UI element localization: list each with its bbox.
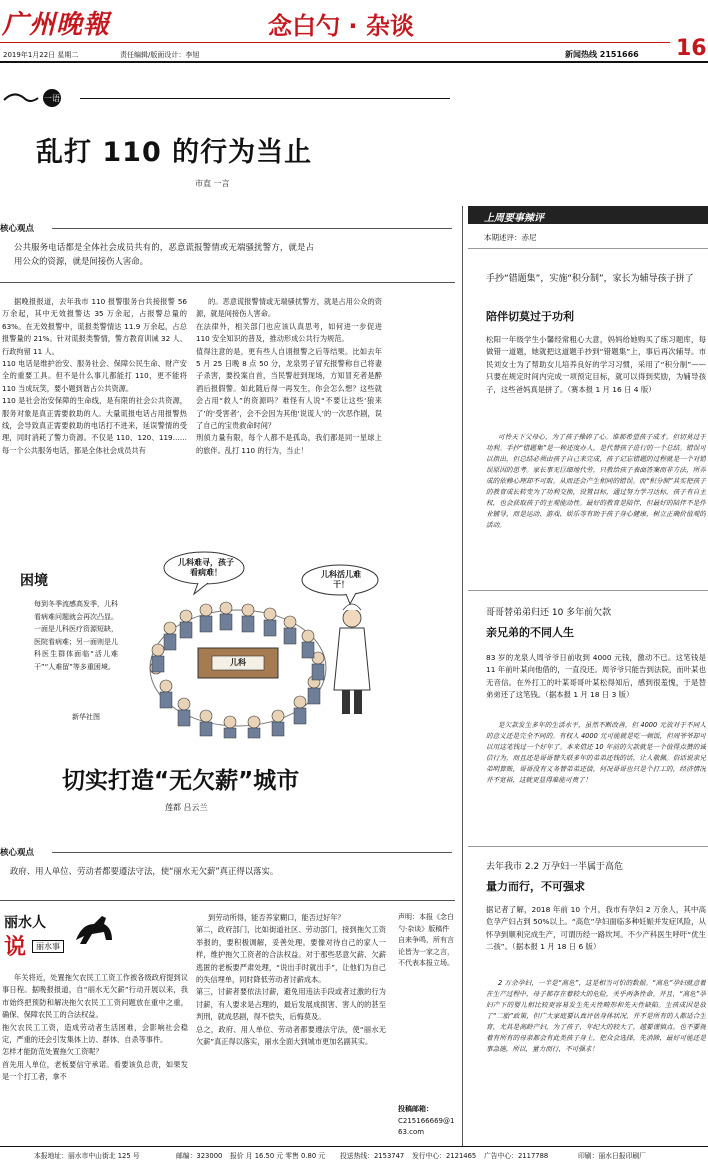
article1-col2: 的。恶意谎报警情或无端骚扰警方，就是占用公众的资源，就是间接伤人害命。 在法律外，相关部门也应该认真思考，如何进一步促进 110 安全知识的普及，推动形成公共行为规范。 值得注意的是，更有些人自诩报警之后等结果。比如去年 5 月 25 日晚 8 点 50 分，龙泉男子冒充报警称自己将妻子杀害，要投案自首，当民警赶到现场，方知冒充者是醉酒后报假警。如此随后得一再发生，你会怎么想？这些就会占用“救人”的资源吗？难怪有人说“不要让这些‘狼来了’的‘受害者’，会不会因为其他‘说谎人’的一次恶作剧，误了自己的宝贵救命时间？ 刑侦力量有限，每个人都不是孤岛，我们都是同一星球上的旅伴。乱打 110 的行为，当止！ xyxy=(196,297,382,455)
right-item-rule-1 xyxy=(468,590,708,591)
doctor-figure xyxy=(334,628,370,690)
page-number: 16 xyxy=(676,36,707,61)
lishui-brand-sub: 丽水事 xyxy=(32,940,64,953)
footer-dist: 发行中心：2121465 xyxy=(412,1152,477,1160)
article2-byline: 莲都 吕云兰 xyxy=(165,803,208,812)
right-item-rule-2 xyxy=(468,846,708,847)
cartoon-desk-sign: 儿科 xyxy=(230,658,246,667)
lishui-brand-say: 说 xyxy=(4,935,27,960)
article1-col1: 据晚报报道，去年我市 110 报警服务台共接报警 56 万余起，其中无效报警达 35 万余起，占报警总量的 63%。在无效报警中，谎报类警情达 11.9 万余起，占总报警量的 21%。针对谎报类警情，警方教育训诫 32 人、行政拘留 11 人。 110 电话是维护治安、服务社会、保障公民生命、财产安全的重要工具。但不是什么事儿都能打 110，更不能将 110 当成玩笑，要小题到谐占公共资源。 110 是社会治安保障的生命线，是有限的社会公共资源，服务对象是真正需要救助的人。大量谎报电话占用报警热线，会导致真正需要救助的电话打不进来，延误警情的受理，同时消耗了警力资源。不仅是 110、120、119……每一个公共服务电话，都是全体社会成员共有 xyxy=(2,297,187,455)
right-item-2 xyxy=(468,596,708,844)
kicker xyxy=(2,88,452,108)
right-item-headline: 量力而行，不可强求 xyxy=(486,880,585,893)
right-item-comment: 是欠款发生多年的生活水平，虽然不断改善，但 4000 元放对于不同人的意义还是完全不同的。有权人 4000 元可能就是吃一顿饭，但周爷爷却可以用这笔钱过一个好年了。本来借还 10 年前的欠款就是一个值得点赞的诚信行为，而且还是哥哥替失联多年的弟弟还钱的话，让人敬佩。俗话说亲兄弟明算账，哥哥没有义务替弟弟还债，何况哥哥也只是个打工的，经济情况并不宽裕，这就更显得难能可贵了！ xyxy=(486,721,706,784)
kicker-label: 一语 xyxy=(44,94,60,103)
right-item-headline: 亲兄弟的不同人生 xyxy=(486,626,574,639)
email-value: C215166669@163.com xyxy=(398,1117,455,1136)
footer-ads: 投送热线：2153747 xyxy=(340,1152,405,1160)
cartoon-bubble-doctor: 儿科活儿难干！ xyxy=(321,570,361,589)
footer-rule xyxy=(0,1146,708,1147)
lishui-brand xyxy=(0,908,130,966)
right-item-comment: 可怜天下父母心，为了孩子操碎了心。谁都希望孩子成才，但切莫过于功利。手抄“错题集”是一种还度办人，是代替孩子进行的一个总结。错误可以指出，但总结必须由孩子自己来完成，孩子记忘错题的过程就是一个对错误原因的思考。家长事无巨细地代劳，只教给孩子表面答案而非方法，所养成的依赖心理却不可取。从而还会产生相同的错误。而“积分制”其实把孩子的教育成长转变为了功利交换，设置目标，通过努力学习达标，孩子有自主权，也会获取孩子的主观能动性。最好的教育是陪伴，但最好的陪伴不是作业辅导，而是运动、游戏、娱乐等有助于孩子身心健康，树立正确价值观的活动。 xyxy=(486,433,706,529)
right-section-title: 上周要事辣评 xyxy=(484,213,544,224)
email-label: 投稿邮箱： xyxy=(398,1105,433,1113)
right-section-editor: 本期述评：赤尼 xyxy=(484,233,537,242)
right-item-subtitle: 手抄“错题集”，实施“积分制”，家长为辅导孩子拼了 xyxy=(486,274,694,284)
article1-byline: 市直 一言 xyxy=(195,179,230,188)
article1-title: 乱打 110 的行为当止 xyxy=(36,137,313,168)
date-line: 2019年1月22日 星期二 xyxy=(3,51,79,59)
footer-postcode: 邮编：323000 xyxy=(176,1152,223,1160)
cartoon-credit: 新华社图 xyxy=(72,713,100,721)
right-item-lead: 松阳一年级学生小馨经常粗心大意，妈妈给她购买了练习题库，每做错一道题，她就把这道题手抄到“错题集”上，事后再次辅导。市民刘女士为了帮助女儿培养良好的学习习惯，采用了“积分制”——只要在规定时间内完成一项预定目标，就可以得到奖励，为辅导孩子，这些爸妈真是拼了。（赛本报 1 月 16 日 4 版） xyxy=(486,335,706,394)
article2-title: 切实打造“无欠薪”城市 xyxy=(62,768,300,794)
footer-ad-center: 广告中心：2117788 xyxy=(484,1152,549,1160)
editorial-note: 声明：本报《念白勺·杂谈》版稿件自来争鸣，所有言论皆为一家之言，不代表本报立场。 xyxy=(398,913,454,967)
column-divider xyxy=(462,206,463,1146)
lishui-brand-main: 丽水人 xyxy=(4,915,46,931)
cartoon-box-title: 困境 xyxy=(20,573,48,589)
footer xyxy=(0,1150,708,1162)
footer-printer: 印刷：丽水日报印刷厂 xyxy=(578,1152,646,1160)
cartoon-text: 每到冬季流感高发季，儿科看病难问题就会再次凸显。一面是儿科医疗资源短缺，医院看病难；另一面则是儿科医生群体面临“活儿难干”“人难留”等多重困境。 xyxy=(34,600,118,671)
article1-summary-rule xyxy=(0,282,455,283)
right-item-subtitle: 哥哥替弟弟归还 10 多年前欠款 xyxy=(486,608,612,618)
right-item-3 xyxy=(468,852,708,1144)
article2-core-rule xyxy=(52,852,452,853)
newspaper-logo: 广州晚報 xyxy=(2,10,111,40)
article2-summary-rule xyxy=(0,900,455,901)
column-brand: 念白勺 · 杂谈 xyxy=(268,12,414,40)
footer-price: 报价 月 16.50 元 零售 0.80 元 xyxy=(230,1152,326,1160)
footer-address: 本报地址：丽水市中山街北 125 号 xyxy=(34,1152,140,1160)
masthead xyxy=(0,0,708,62)
article2-col2: 到劳动所得，能否养家糊口，能否过好年？ 第二，政府部门，比如街道社区、劳动部门，接到拖欠工资举报的，要积极调解，妥善处理。要像对待自己的家人一样，维护拖欠工资者的合法权益。对于那些恶意欠薪、欠薪逃匿的老板要严肃处理，“说出手时就出手”，让他们为自己的失信埋单，同时降低劳动者讨薪成本。 第三，讨薪者要依法讨薪，避免用违法手段或者过激的行为讨薪，有人要求是占理的，最后发展成损害、害人的的甚至判刑，就成恶剧，得不偿失，后悔莫及。 总之，政府、用人单位、劳动者都要遵法守法，使“丽水无欠薪”真正得以落实，丽水全面大到城市更加名副其实。 xyxy=(196,913,386,1047)
article2-col1: 年关将近，处置拖欠农民工工资工作被各级政府提到议事日程。据晚报报道，自“丽水无欠薪”行动开展以来，我市始终把预防和解决拖欠农民工工资问题放在重中之重，确保、保障农民工的合法权益。 拖欠农民工工资，造成劳动者生活困难，会影响社会稳定，严重的还会引发集体上访、群体、自杀等事件。 怎样才能防范处置拖欠工资呢？ 首先用人单位，老板要信守承诺。看要该负总责，如果发是一个打工者，拿不 xyxy=(2,973,188,1082)
right-editor-rule xyxy=(468,248,708,249)
horse-icon xyxy=(72,910,118,950)
kicker-rule xyxy=(80,98,450,99)
right-item-comment: 2 万余孕妇，一半是“高危”，这是相当可怕的数据。“高危”孕妇就意着在生产过程中，母子都存在着较大的危险，关乎两条性命。并且，“高危”孕妇产下的婴儿相比较更容易发生先天性畸形和先天性缺陷。生孩成因是放了“二胎”政策，但广大家庭要认真评估身体状况，并不是所有的人都适合生育，尤其是高龄产妇，为了孩子，年纪大的较大了，越要谨慎点。也不要视着有所有的母亲都会有此类孩子身上，把众会选择，先消除，最好可能还是事急施，所以，量力而行，不可强求！ xyxy=(486,979,706,1053)
right-item-lead: 据记者了解，2018 年前 10 个月，我市有孕妇 2 万余人，其中高危孕产妇占到 50%以上。“高危”孕妇面临多种妊娠并发症风险，从怀孕到顺利完成生产，可谓历经一路坎坷。不少产科医生呼吁“优生二孩”。（据本报 1 月 18 日 6 版） xyxy=(486,905,706,952)
right-item-lead: 83 岁的龙泉人周爷爷日前收到 4000 元钱，激动不已。这笔钱是 11 年前叶某向他借的，一直没还。周爷爷只能告到法院，而叶某也无音信。在外打工的叶某哥哥叶某松得知后，感到很羞愧，于是替弟弟还了这笔钱。（据本报 1 月 18 日 3 版） xyxy=(486,653,706,700)
editor-line: 责任编辑/版面设计：李旭 xyxy=(120,51,200,59)
article2-summary: 政府、用人单位、劳动者都要遵法守法，使“丽水无欠薪”真正得以落实。 xyxy=(10,866,279,876)
masthead-rule-bottom xyxy=(0,61,708,63)
right-item-1 xyxy=(468,258,708,588)
cartoon-bubble-patients: 儿科难寻，孩子看病难！ xyxy=(178,558,234,577)
hotline: 新闻热线 2151666 xyxy=(565,50,639,59)
right-item-subtitle: 去年我市 2.2 万孕妇一半属于高危 xyxy=(486,862,624,872)
article1-summary: 公共服务电话都是全体社会成员共有的，恶意谎报警情或无端骚扰警方，就是占用公众的资源，就是间接伤人害命。 xyxy=(14,242,314,266)
article2-core-label: 核心观点 xyxy=(0,848,35,858)
article1-core-label: 核心观点 xyxy=(0,224,35,234)
right-item-headline: 陪伴切莫过于功利 xyxy=(486,310,574,323)
cartoon-box xyxy=(0,564,128,724)
masthead-rule xyxy=(0,42,670,43)
article1-core-rule xyxy=(52,228,452,229)
right-section-header xyxy=(468,206,708,224)
